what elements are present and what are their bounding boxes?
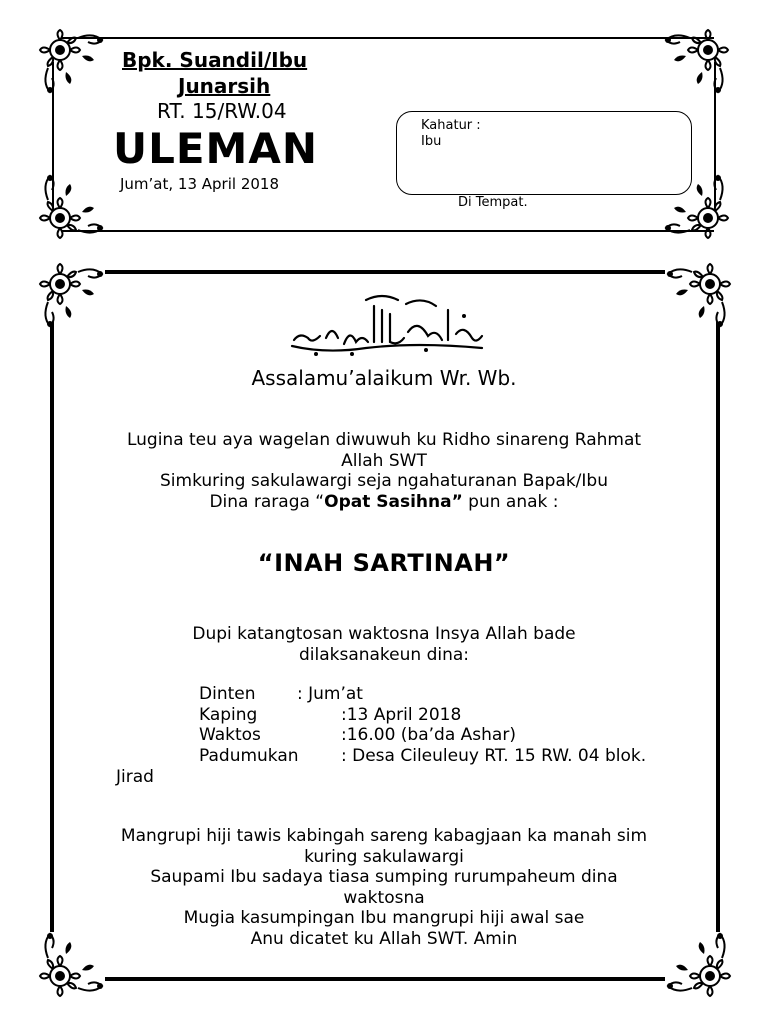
place-value: : Desa Cileuleuy RT. 15 RW. 04 blok. [341, 746, 647, 766]
address-place: Di Tempat. [458, 195, 528, 210]
invite-line: dilaksanakeun dina: [298, 644, 470, 665]
corner-ornament-icon [38, 262, 108, 332]
recipient-name-line1: Bpk. Suandil/Ibu [122, 48, 308, 72]
corner-ornament-icon [38, 28, 108, 98]
envelope-title: ULEMAN [113, 124, 319, 173]
closing-line: kuring sakulawargi [304, 846, 464, 867]
date-label: Kaping [199, 705, 258, 725]
closing-line: waktosna [343, 887, 425, 908]
event-line [60, 492, 708, 513]
corner-ornament-icon [662, 262, 732, 332]
invite-line: Dupi katangtosan waktosna Insya Allah bade [192, 624, 576, 644]
address-to-label: Kahatur : [421, 118, 481, 133]
recipient-rt-rw: RT. 15/RW.04 [157, 99, 287, 123]
closing-line: Mugia kasumpingan Ibu mangrupi hiji awal sae [183, 908, 585, 928]
time-value: :16.00 (ba’da Ashar) [341, 725, 516, 745]
date-value: :13 April 2018 [341, 705, 462, 725]
day-value: : Jum’at [297, 684, 363, 704]
time-label: Waktos [199, 725, 261, 745]
intro-line: Lugina teu aya wagelan diwuwuh ku Ridho sinareng Rahmat [126, 430, 642, 450]
day-label: Dinten [199, 684, 256, 704]
place-continuation: Jirad [116, 767, 154, 787]
intro-line: Simkuring sakulawargi seja ngahaturanan Bapak/Ibu [160, 471, 608, 491]
place-label: Padumukan [199, 746, 299, 766]
closing-line: Saupami Ibu sadaya tiasa sumping rurumpaheum dina [150, 867, 618, 887]
basmalah-calligraphy [286, 288, 486, 360]
recipient-name-line2: Junarsih [178, 74, 271, 98]
closing-line: Anu dicatet ku Allah SWT. Amin [250, 928, 518, 949]
envelope-date: Jum’at, 13 April 2018 [120, 175, 280, 193]
address-ibu-label: Ibu [421, 134, 442, 149]
closing-paragraph [60, 826, 708, 949]
invite-paragraph [60, 624, 708, 665]
intro-line: Allah SWT [341, 450, 427, 471]
intro-paragraph [60, 430, 708, 512]
greeting: Assalamu’alaikum Wr. Wb. [251, 366, 517, 390]
event-suffix: pun anak : [462, 491, 559, 512]
event-name: Opat Sasihna” [324, 491, 463, 512]
child-name: “INAH SARTINAH” [257, 549, 511, 577]
closing-line: Mangrupi hiji tawis kabingah sareng kabagjaan ka manah sim [120, 826, 648, 846]
corner-ornament-icon [660, 28, 730, 98]
event-prefix: Dina raraga “ [209, 491, 325, 512]
corner-ornament-icon [38, 170, 108, 240]
